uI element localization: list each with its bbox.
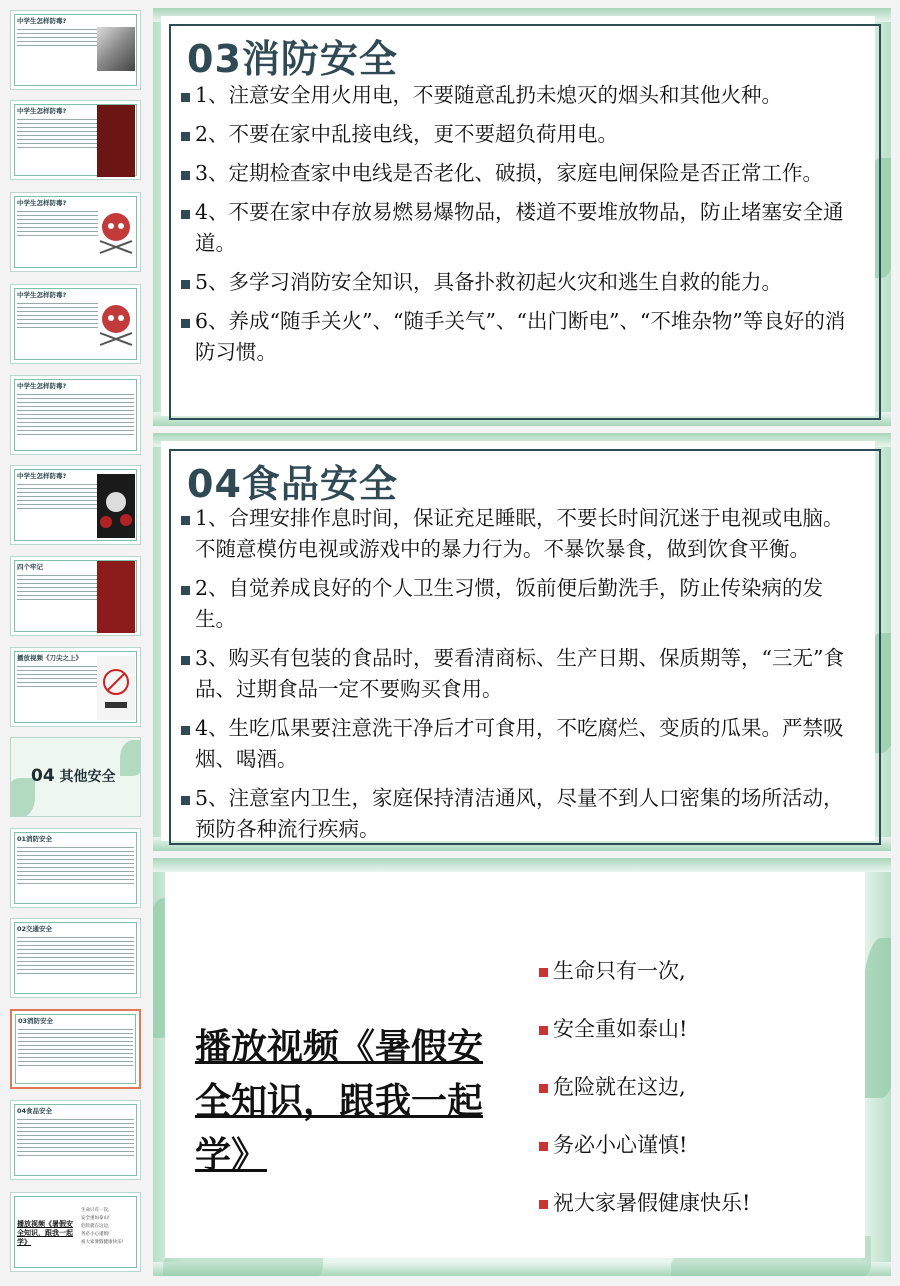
- slide-thumbnail-4[interactable]: [10, 284, 141, 364]
- bullet-icon: [181, 319, 190, 328]
- motto-item: 祝大家暑假健康快乐!: [539, 1188, 750, 1246]
- bullet-icon: [181, 280, 190, 289]
- content-panel: [165, 872, 865, 1258]
- skull-image: [97, 201, 135, 265]
- thumbnail-title: 中学生怎样防毒?: [17, 291, 67, 299]
- slide-thumbnail-9[interactable]: [10, 737, 141, 817]
- list-item: 2、不要在家中乱接电线，更不要超负荷用电。: [181, 119, 857, 150]
- slide-thumbnail-12-selected[interactable]: [10, 1009, 141, 1089]
- thumbnail-title: 04食品安全: [17, 1107, 53, 1115]
- slide-thumbnail-5[interactable]: [10, 375, 141, 455]
- video-title: 播放视频《暑假安全知识，跟我一起学》: [195, 1026, 484, 1176]
- bullet-icon: [181, 586, 190, 595]
- list-item: 5、多学习消防安全知识，具备扑救初起火灾和逃生自救的能力。: [181, 267, 857, 298]
- thumbnail-motto-list: 生命只有一次, 安全重如泰山! 危险就在这边, 务必小心谨慎! 祝大家暑假健康快乐!: [81, 1208, 124, 1245]
- slide-thumbnail-2[interactable]: [10, 100, 141, 180]
- slide-thumbnail-6[interactable]: [10, 465, 141, 545]
- food-safety-list: [181, 503, 857, 851]
- thumbnail-title: 02交通安全: [17, 925, 53, 933]
- skull-image: [97, 293, 135, 357]
- thumbnail-title: 播放视频《刀尖之上》: [17, 654, 82, 662]
- list-item: 5、注意室内卫生，家庭保持清洁通风，尽量不到人口密集的场所活动，预防各种流行疾病。: [181, 783, 857, 845]
- motto-item: 安全重如泰山!: [539, 1014, 750, 1072]
- list-item: 1、注意安全用火用电，不要随意乱扔未熄灭的烟头和其他火种。: [181, 80, 857, 111]
- thumbnail-title: 四个牢记: [17, 563, 43, 571]
- bullet-icon: [181, 210, 190, 219]
- list-item: 6、养成“随手关火”、“随手关气”、“出门断电”、“不堆杂物”等良好的消防习惯。: [181, 306, 857, 368]
- anti-drug-poster-image: [97, 561, 135, 633]
- slide-food-safety: [153, 433, 891, 851]
- thumbnail-title: 中学生怎样防毒?: [17, 382, 67, 390]
- motto-item: 生命只有一次,: [539, 956, 750, 1014]
- safety-motto-list: [539, 956, 750, 1246]
- bullet-icon: [181, 516, 190, 525]
- bullet-icon: [181, 93, 190, 102]
- bullet-icon: [181, 171, 190, 180]
- slide-thumbnail-1[interactable]: [10, 10, 141, 90]
- slide-thumbnail-panel: [0, 0, 150, 1286]
- cigarette-image: [97, 27, 135, 71]
- list-item: 4、不要在家中存放易燃易爆物品，楼道不要堆放物品，防止堵塞安全通道。: [181, 197, 857, 259]
- list-item: 3、定期检查家中电线是否老化、破损，家庭电闸保险是否正常工作。: [181, 158, 857, 189]
- bullet-icon: [539, 1142, 548, 1151]
- bullet-icon: [539, 1084, 548, 1093]
- section-title: 04食品安全: [187, 462, 398, 506]
- section-title: 03消防安全: [187, 37, 398, 81]
- thumbnail-video-title: 播放视频《暑假安全知识，跟我一起学》: [17, 1219, 73, 1246]
- content-panel: [161, 16, 875, 416]
- bullet-icon: [181, 726, 190, 735]
- bullet-icon: [181, 656, 190, 665]
- leaf-decoration: [861, 938, 891, 1098]
- list-item: 3、购买有包装的食品时，要看清商标、生产日期、保质期等，“三无”食品、过期食品一定不要购买食用。: [181, 643, 857, 705]
- thumbnail-section-title: 04 其他安全: [31, 766, 116, 786]
- slide-thumbnail-13[interactable]: [10, 1100, 141, 1180]
- bullet-icon: [181, 132, 190, 141]
- slide-thumbnail-10[interactable]: [10, 828, 141, 908]
- slide-video: [153, 858, 891, 1276]
- slide-thumbnail-11[interactable]: [10, 918, 141, 998]
- thumbnail-title: 中学生怎样防毒?: [17, 472, 67, 480]
- bullet-icon: [539, 1026, 548, 1035]
- motto-item: 危险就在这边,: [539, 1072, 750, 1130]
- slide-thumbnail-8[interactable]: [10, 647, 141, 727]
- slide-fire-safety: [153, 8, 891, 426]
- list-item: 4、生吃瓜果要注意洗干净后才可食用，不吃腐烂、变质的瓜果。严禁吸烟、喝酒。: [181, 713, 857, 775]
- thumbnail-title: 中学生怎样防毒?: [17, 17, 67, 25]
- thumbnail-title: 中学生怎样防毒?: [17, 199, 67, 207]
- leaf-decoration: [120, 740, 141, 776]
- thumbnail-title: 03消防安全: [18, 1017, 54, 1025]
- list-item: 1、合理安排作息时间，保证充足睡眠，不要长时间沉迷于电视或电脑。不随意模仿电视或游戏中的暴力行为。不暴饮暴食，做到饮食平衡。: [181, 503, 857, 565]
- bullet-icon: [181, 796, 190, 805]
- bullet-icon: [539, 968, 548, 977]
- fire-safety-list: [181, 80, 857, 376]
- motto-item: 务必小心谨慎!: [539, 1130, 750, 1188]
- thumbnail-title: 中学生怎样防毒?: [17, 107, 67, 115]
- thumbnail-title: 01消防安全: [17, 835, 53, 843]
- anti-drug-poster-image: [97, 105, 135, 177]
- slide-thumbnail-3[interactable]: [10, 192, 141, 272]
- skull-roses-image: [97, 474, 135, 538]
- slide-thumbnail-7[interactable]: [10, 556, 141, 636]
- bullet-icon: [539, 1200, 548, 1209]
- no-drugs-poster-image: [97, 656, 135, 720]
- slide-thumbnail-14[interactable]: [10, 1192, 141, 1272]
- list-item: 2、自觉养成良好的个人卫生习惯，饭前便后勤洗手，防止传染病的发生。: [181, 573, 857, 635]
- content-panel: [161, 441, 875, 841]
